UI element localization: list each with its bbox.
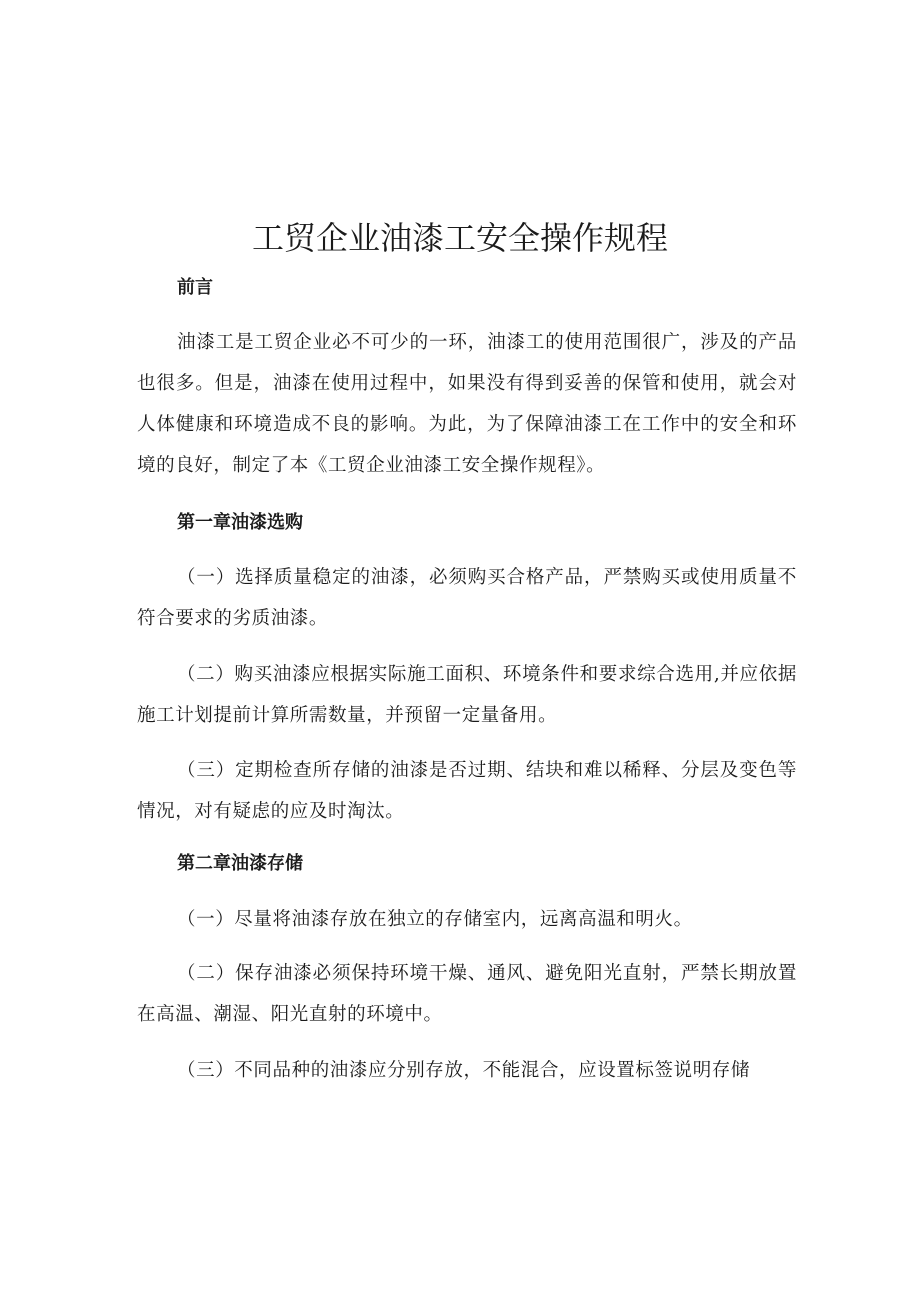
chapter2-item-1: （一）尽量将油漆存放在独立的存储室内，远离高温和明火。: [177, 909, 693, 930]
chapter2-heading: 第二章油漆存储: [177, 853, 303, 874]
preface-heading: 前言: [177, 277, 213, 298]
document-title: 工贸企业油漆工安全操作规程: [251, 219, 668, 257]
chapter1-item-3: （三）定期检查所存储的油漆是否过期、结块和难以稀释、分层及变色等情况，对有疑虑的应及时淘汰。: [137, 760, 797, 822]
chapter1-heading: 第一章油漆选购: [177, 512, 303, 533]
chapter2-item-2: （二）保存油漆必须保持环境干燥、通风、避免阳光直射，严禁长期放置在高温、潮湿、阳光直射的环境中。: [137, 963, 797, 1025]
chapter1-item-1: （一）选择质量稳定的油漆，必须购买合格产品，严禁购买或使用质量不符合要求的劣质油漆。: [137, 567, 797, 629]
chapter1-item-2: （二）购买油漆应根据实际施工面积、环境条件和要求综合选用,并应依据施工计划提前计算所需数量，并预留一定量备用。: [137, 664, 797, 726]
preface-paragraph: 油漆工是工贸企业必不可少的一环，油漆工的使用范围很广，涉及的产品也很多。但是，油漆在使用过程中，如果没有得到妥善的保管和使用，就会对人体健康和环境造成不良的影响。为此，为了保障油漆工在工作中的安全和环境的良好，制定了本《工贸企业油漆工安全操作规程》。: [137, 332, 797, 476]
chapter2-item-3: （三）不同品种的油漆应分别存放，不能混合，应设置标签说明存储: [177, 1060, 751, 1081]
